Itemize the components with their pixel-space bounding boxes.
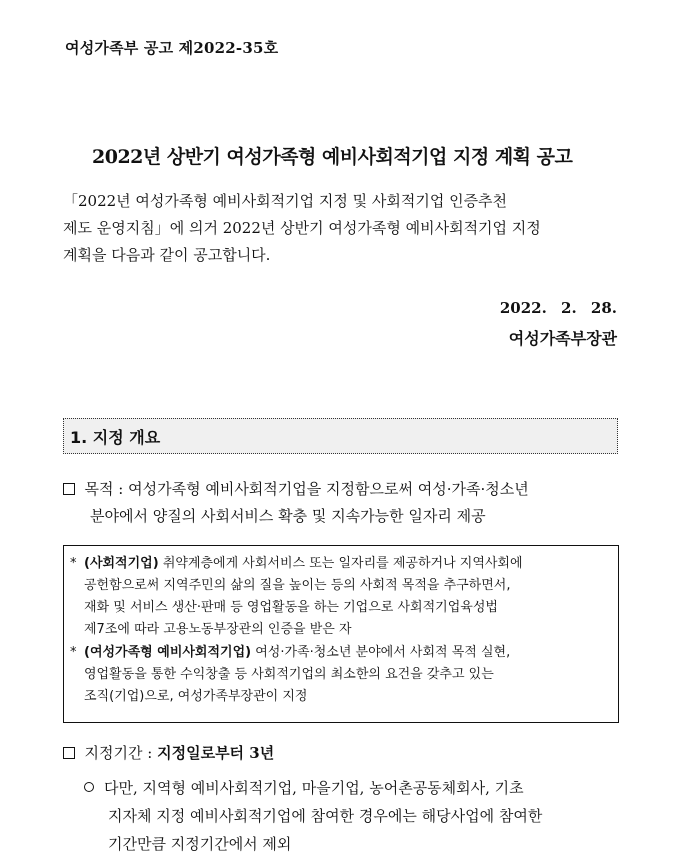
definition-text xyxy=(84,553,612,641)
asterisk-marker: * xyxy=(70,556,77,571)
definition-line: 영업활동을 통한 수익창출 등 사회적기업의 최소한의 요건을 갖추고 있는 xyxy=(84,667,494,682)
period-label: 지정기간 : xyxy=(84,744,158,762)
checkbox-icon xyxy=(63,747,75,759)
section-heading xyxy=(63,418,618,454)
notice-number: 여성가족부 공고 제2022-35호 xyxy=(65,39,279,57)
section-heading-text: 1. 지정 개요 xyxy=(70,427,161,447)
document-title: 2022년 상반기 여성가족형 예비사회적기업 지정 계획 공고 xyxy=(92,146,573,168)
purpose-line: 분야에서 양질의 사회서비스 확충 및 지속가능한 일자리 제공 xyxy=(90,507,486,525)
asterisk-marker: * xyxy=(70,645,77,660)
notice-date: 2022. 2. 28. xyxy=(499,299,617,317)
exception-text: 다만, 지역형 예비사회적기업, 마을기업, 농어촌공동체회사, 기초 xyxy=(104,779,524,797)
intro-line: 계획을 다음과 같이 공고합니다. xyxy=(63,246,271,264)
definition-box xyxy=(63,545,619,723)
period-item xyxy=(63,742,274,764)
definition-item xyxy=(70,553,612,641)
definition-term: (여성가족형 예비사회적기업) xyxy=(84,645,252,660)
intro-line: 제도 운영지침」에 의거 2022년 상반기 여성가족형 예비사회적기업 지정 xyxy=(63,219,541,237)
definition-line: 제7조에 따라 고용노동부장관의 인증을 받은 자 xyxy=(84,622,352,637)
signer: 여성가족부장관 xyxy=(508,329,617,348)
definition-line: 조직(기업)으로, 여성가족부장관이 지정 xyxy=(84,689,308,704)
definition-line: 재화 및 서비스 생산·판매 등 영업활동을 하는 기업으로 사회적기업육성법 xyxy=(84,600,498,615)
intro-line: 「2022년 여성가족형 예비사회적기업 지정 및 사회적기업 인증추천 xyxy=(63,192,508,210)
exception-line: 지자체 지정 예비사회적기업에 참여한 경우에는 해당사업에 참여한 xyxy=(108,807,543,825)
checkbox-icon xyxy=(63,483,75,495)
period-value: 지정일로부터 3년 xyxy=(157,744,275,762)
purpose-text: 목적 : 여성가족형 예비사회적기업을 지정함으로써 여성·가족·청소년 xyxy=(84,480,529,498)
definition-item xyxy=(70,642,612,708)
definition-term: (사회적기업) xyxy=(84,556,159,571)
intro-paragraph xyxy=(63,188,618,269)
circle-bullet-icon xyxy=(84,782,94,792)
definition-line: 취약계층에게 사회서비스 또는 일자리를 제공하거나 지역사회에 xyxy=(158,556,523,571)
exception-note xyxy=(84,774,624,858)
definition-text xyxy=(84,642,612,708)
definition-line: 공헌함으로써 지역주민의 삶의 질을 높이는 등의 사회적 목적을 추구하면서, xyxy=(84,578,511,593)
exception-line: 기간만큼 지정기간에서 제외 xyxy=(108,835,292,853)
definition-line: 여성·가족·청소년 분야에서 사회적 목적 실현, xyxy=(251,645,511,660)
purpose-item xyxy=(63,476,623,530)
purpose-line xyxy=(63,476,623,503)
exception-line xyxy=(84,774,624,802)
